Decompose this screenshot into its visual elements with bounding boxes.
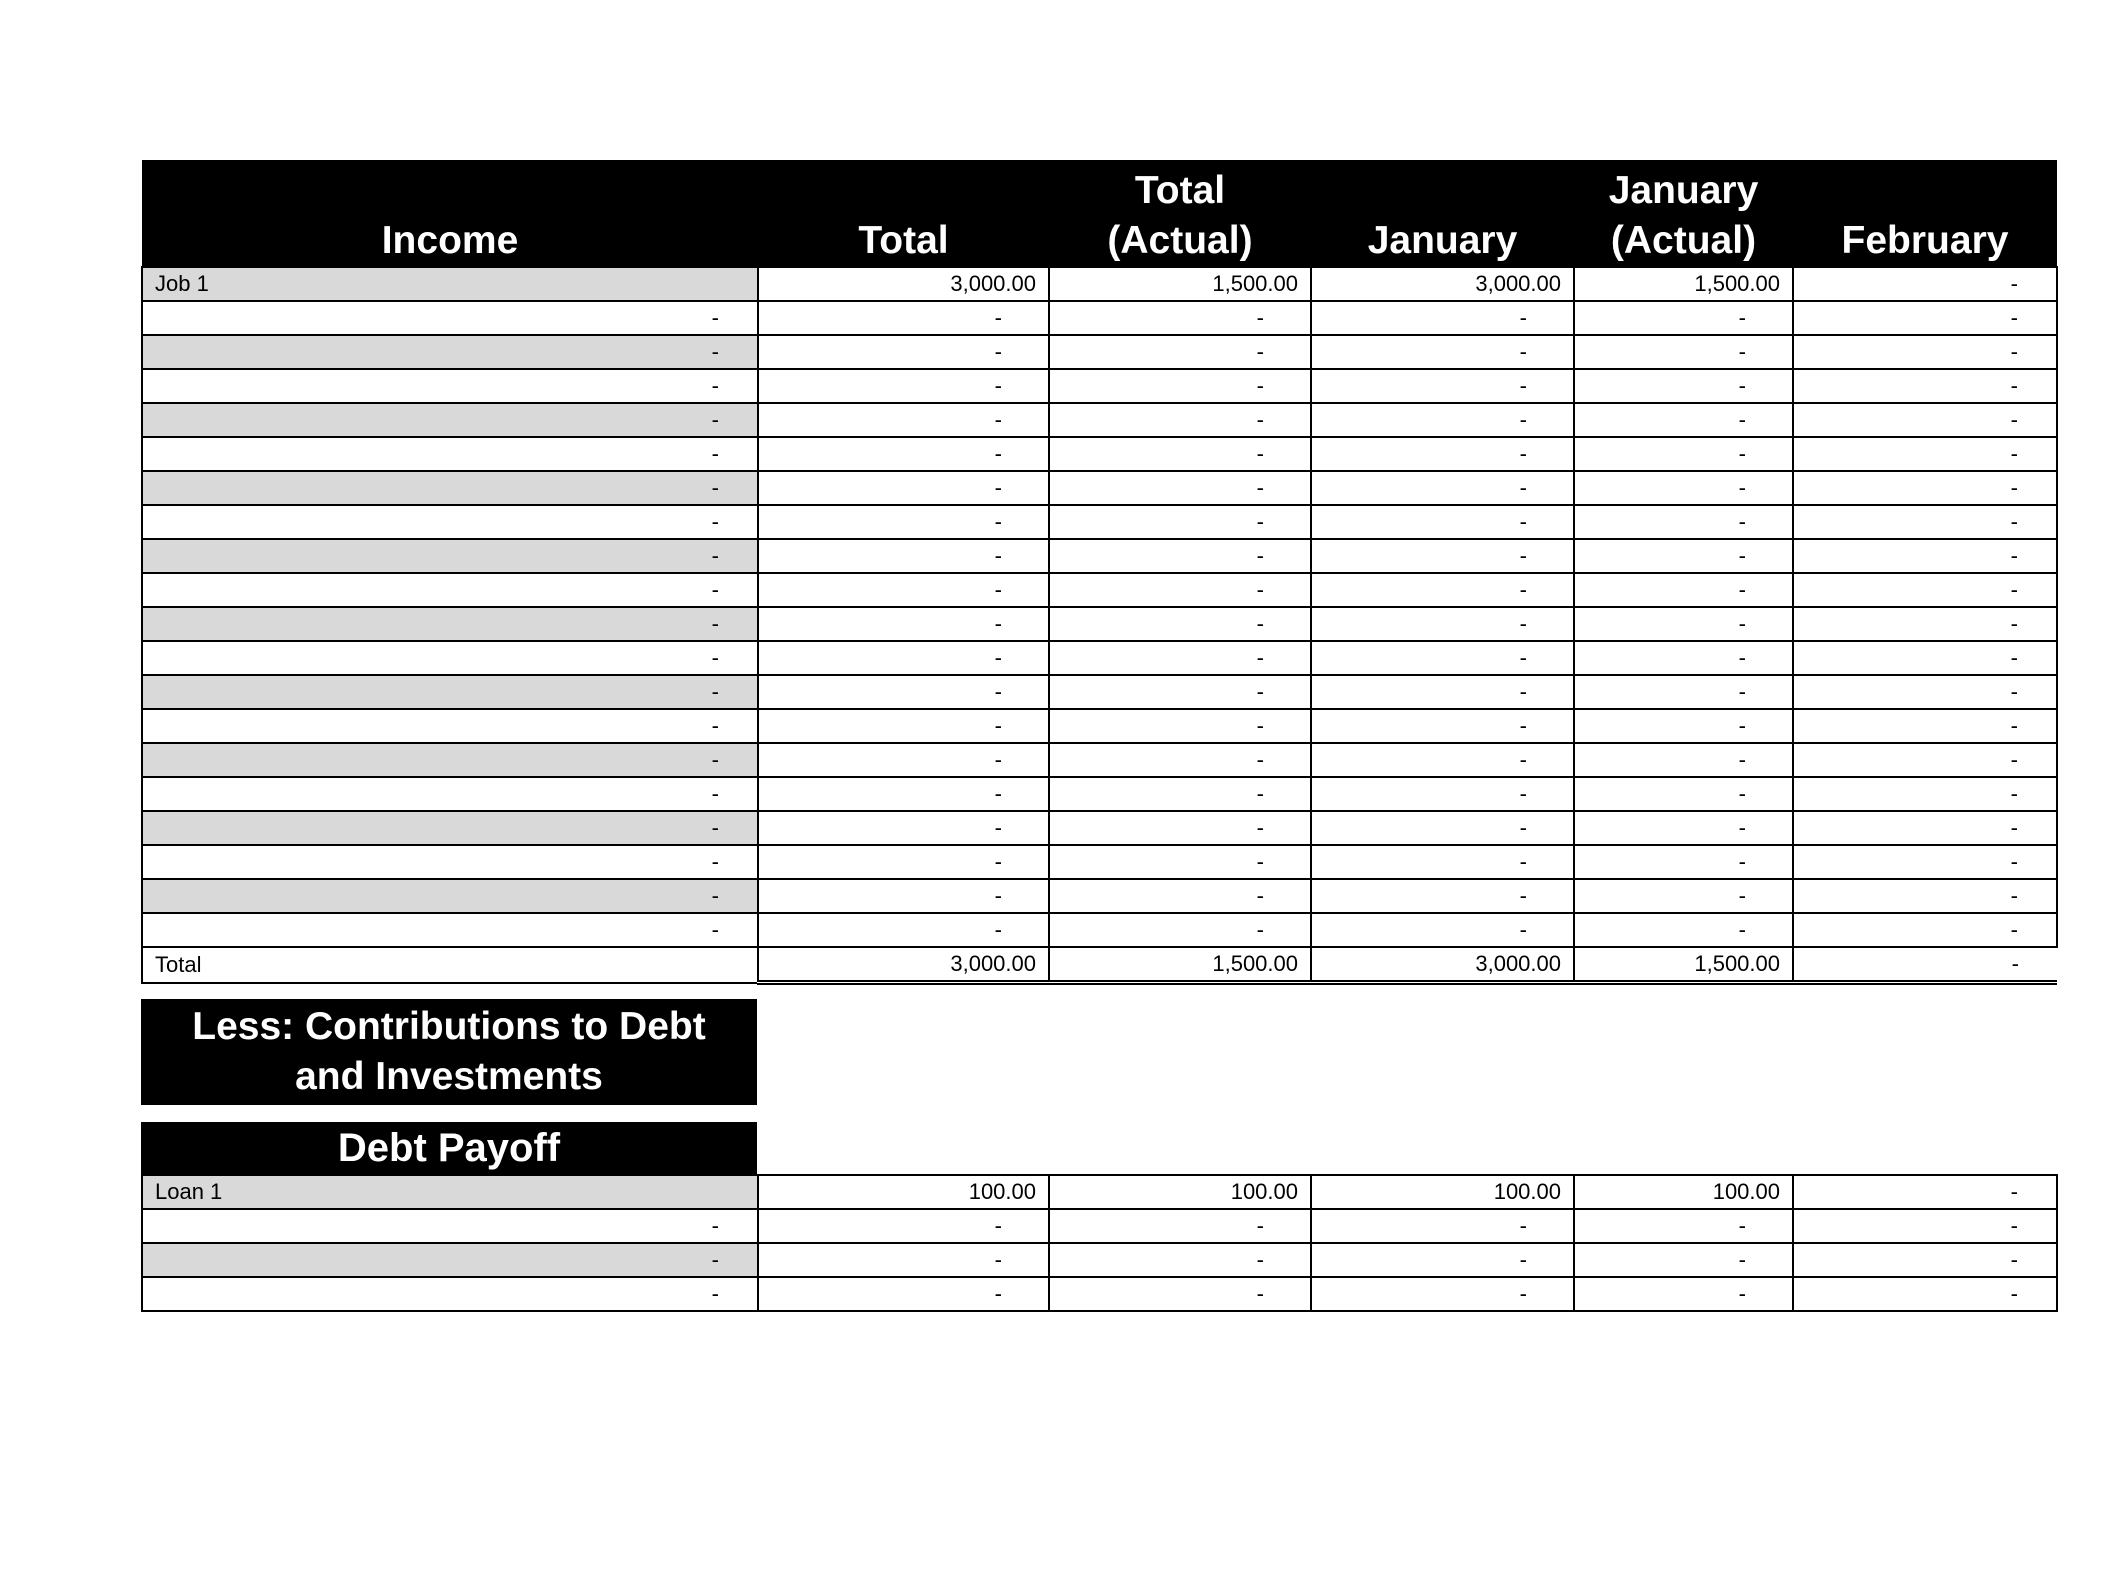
cell-total[interactable]: -	[758, 709, 1049, 743]
cell-february[interactable]: -	[1793, 403, 2057, 437]
row-label[interactable]: -	[142, 607, 758, 641]
cell-total[interactable]: -	[758, 607, 1049, 641]
cell-january-actual[interactable]: 100.00	[1574, 1175, 1793, 1209]
cell-january-actual[interactable]: -	[1574, 505, 1793, 539]
cell-total[interactable]: -	[758, 777, 1049, 811]
cell-total[interactable]: -	[758, 1277, 1049, 1311]
cell-january-actual[interactable]: -	[1574, 913, 1793, 947]
cell-january-actual[interactable]: -	[1574, 573, 1793, 607]
cell-january[interactable]: -	[1311, 1243, 1574, 1277]
header-total: Total	[758, 160, 1049, 267]
cell-february[interactable]: -	[1793, 1277, 2057, 1311]
cell-february[interactable]: -	[1793, 335, 2057, 369]
cell-february[interactable]: -	[1793, 743, 2057, 777]
total-january-actual[interactable]: 1,500.00	[1574, 947, 1793, 983]
cell-january-actual[interactable]: -	[1574, 709, 1793, 743]
row-label[interactable]: -	[142, 777, 758, 811]
cell-january[interactable]: -	[1311, 301, 1574, 335]
cell-january[interactable]: -	[1311, 437, 1574, 471]
cell-january[interactable]: -	[1311, 709, 1574, 743]
cell-total-actual[interactable]: -	[1049, 1209, 1311, 1243]
header-january: January	[1311, 160, 1574, 267]
table-row	[142, 471, 2057, 505]
cell-total[interactable]: -	[758, 1209, 1049, 1243]
cell-total-actual[interactable]: -	[1049, 1243, 1311, 1277]
cell-february[interactable]: -	[1793, 1175, 2057, 1209]
cell-january[interactable]: -	[1311, 505, 1574, 539]
cell-total[interactable]: -	[758, 335, 1049, 369]
row-label[interactable]: -	[142, 1277, 758, 1311]
cell-total-actual[interactable]: -	[1049, 1277, 1311, 1311]
cell-january[interactable]: -	[1311, 743, 1574, 777]
row-label[interactable]: -	[142, 913, 758, 947]
table-row	[142, 539, 2057, 573]
cell-january-actual[interactable]: -	[1574, 1243, 1793, 1277]
cell-january[interactable]: -	[1311, 675, 1574, 709]
cell-january[interactable]: -	[1311, 539, 1574, 573]
table-row	[142, 1209, 2057, 1243]
cell-total-actual[interactable]: -	[1049, 573, 1311, 607]
cell-january-actual[interactable]: -	[1574, 1277, 1793, 1311]
header-january-actual: January (Actual)	[1574, 160, 1793, 267]
cell-total-actual[interactable]: -	[1049, 539, 1311, 573]
table-row	[142, 879, 2057, 913]
cell-february[interactable]: -	[1793, 641, 2057, 675]
table-row	[142, 913, 2057, 947]
cell-total[interactable]: -	[758, 539, 1049, 573]
cell-january[interactable]: -	[1311, 777, 1574, 811]
cell-total-actual[interactable]: 100.00	[1049, 1175, 1311, 1209]
cell-january[interactable]: -	[1311, 607, 1574, 641]
cell-total[interactable]: 3,000.00	[758, 267, 1049, 301]
cell-total[interactable]: -	[758, 437, 1049, 471]
row-label[interactable]: -	[142, 811, 758, 845]
cell-january[interactable]: -	[1311, 811, 1574, 845]
table-row	[142, 1243, 2057, 1277]
total-february[interactable]: -	[1793, 947, 2057, 983]
cell-february[interactable]: -	[1793, 505, 2057, 539]
cell-total-actual[interactable]: -	[1049, 743, 1311, 777]
row-label[interactable]: -	[142, 301, 758, 335]
cell-february[interactable]: -	[1793, 913, 2057, 947]
income-body	[142, 267, 2057, 947]
cell-january-actual[interactable]: -	[1574, 675, 1793, 709]
cell-total-actual[interactable]: -	[1049, 403, 1311, 437]
total-label: Total	[142, 947, 758, 983]
cell-january-actual[interactable]: -	[1574, 743, 1793, 777]
cell-total-actual[interactable]: -	[1049, 335, 1311, 369]
income-table	[141, 160, 2058, 985]
income-total-row	[142, 947, 2057, 983]
table-row	[142, 1175, 2057, 1209]
debt-body	[142, 1175, 2057, 1311]
cell-total[interactable]: -	[758, 879, 1049, 913]
cell-total-actual[interactable]: -	[1049, 607, 1311, 641]
row-label[interactable]: -	[142, 539, 758, 573]
table-row	[142, 811, 2057, 845]
cell-total[interactable]: -	[758, 641, 1049, 675]
table-row	[142, 709, 2057, 743]
cell-january-actual[interactable]: -	[1574, 845, 1793, 879]
cell-january-actual[interactable]: 1,500.00	[1574, 267, 1793, 301]
row-label[interactable]: -	[142, 879, 758, 913]
cell-total-actual[interactable]: -	[1049, 471, 1311, 505]
cell-january[interactable]: -	[1311, 1277, 1574, 1311]
cell-total-actual[interactable]: -	[1049, 913, 1311, 947]
cell-total-actual[interactable]: -	[1049, 641, 1311, 675]
table-row	[142, 437, 2057, 471]
cell-february[interactable]: -	[1793, 777, 2057, 811]
cell-total[interactable]: -	[758, 845, 1049, 879]
table-row	[142, 369, 2057, 403]
total-total[interactable]: 3,000.00	[758, 947, 1049, 983]
row-label[interactable]: -	[142, 403, 758, 437]
table-row	[142, 607, 2057, 641]
cell-total[interactable]: -	[758, 471, 1049, 505]
row-label[interactable]: -	[142, 845, 758, 879]
cell-february[interactable]: -	[1793, 607, 2057, 641]
contributions-title: Less: Contributions to Debt and Investments	[192, 1005, 706, 1098]
cell-total-actual[interactable]: -	[1049, 845, 1311, 879]
row-label[interactable]: -	[142, 1209, 758, 1243]
cell-february[interactable]: -	[1793, 301, 2057, 335]
cell-total-actual[interactable]: -	[1049, 675, 1311, 709]
row-label[interactable]: -	[142, 1243, 758, 1277]
row-label[interactable]: -	[142, 437, 758, 471]
header-total-actual: Total (Actual)	[1049, 160, 1311, 267]
cell-total[interactable]: -	[758, 743, 1049, 777]
cell-january-actual[interactable]: -	[1574, 369, 1793, 403]
total-total-actual[interactable]: 1,500.00	[1049, 947, 1311, 983]
cell-january[interactable]: 100.00	[1311, 1175, 1574, 1209]
row-label[interactable]: -	[142, 471, 758, 505]
cell-february[interactable]: -	[1793, 369, 2057, 403]
cell-january[interactable]: -	[1311, 573, 1574, 607]
cell-total-actual[interactable]: -	[1049, 369, 1311, 403]
cell-january[interactable]: -	[1311, 641, 1574, 675]
cell-total-actual[interactable]: -	[1049, 437, 1311, 471]
cell-january[interactable]: -	[1311, 471, 1574, 505]
cell-total-actual[interactable]: -	[1049, 709, 1311, 743]
row-label[interactable]: -	[142, 335, 758, 369]
cell-total[interactable]: -	[758, 301, 1049, 335]
debt-payoff-table	[141, 1174, 2058, 1312]
cell-total-actual[interactable]: -	[1049, 301, 1311, 335]
table-row	[142, 777, 2057, 811]
row-label[interactable]: -	[142, 709, 758, 743]
row-label[interactable]: -	[142, 369, 758, 403]
row-label[interactable]: -	[142, 743, 758, 777]
debt-payoff-title: Debt Payoff	[337, 1126, 561, 1170]
cell-january-actual[interactable]: -	[1574, 437, 1793, 471]
contributions-header	[141, 999, 757, 1105]
header-income: Income	[142, 160, 758, 267]
cell-total[interactable]: -	[758, 505, 1049, 539]
cell-total-actual[interactable]: -	[1049, 811, 1311, 845]
table-row	[142, 1277, 2057, 1311]
cell-february[interactable]: -	[1793, 573, 2057, 607]
cell-february[interactable]: -	[1793, 879, 2057, 913]
cell-february[interactable]: -	[1793, 471, 2057, 505]
row-label[interactable]: -	[142, 573, 758, 607]
cell-january[interactable]: 3,000.00	[1311, 267, 1574, 301]
table-row	[142, 335, 2057, 369]
cell-total-actual[interactable]: -	[1049, 777, 1311, 811]
total-january[interactable]: 3,000.00	[1311, 947, 1574, 983]
cell-january-actual[interactable]: -	[1574, 811, 1793, 845]
cell-january-actual[interactable]: -	[1574, 607, 1793, 641]
cell-february[interactable]: -	[1793, 845, 2057, 879]
cell-february[interactable]: -	[1793, 675, 2057, 709]
cell-total[interactable]: -	[758, 573, 1049, 607]
row-label[interactable]: -	[142, 505, 758, 539]
table-row	[142, 573, 2057, 607]
cell-january[interactable]: -	[1311, 913, 1574, 947]
cell-january-actual[interactable]: -	[1574, 777, 1793, 811]
table-row	[142, 845, 2057, 879]
table-row	[142, 743, 2057, 777]
cell-january[interactable]: -	[1311, 403, 1574, 437]
row-label[interactable]: -	[142, 641, 758, 675]
cell-january-actual[interactable]: -	[1574, 879, 1793, 913]
cell-total[interactable]: -	[758, 369, 1049, 403]
cell-february[interactable]: -	[1793, 539, 2057, 573]
cell-total[interactable]: -	[758, 913, 1049, 947]
cell-january-actual[interactable]: -	[1574, 403, 1793, 437]
cell-january[interactable]: -	[1311, 845, 1574, 879]
cell-total[interactable]: -	[758, 1243, 1049, 1277]
row-label[interactable]: -	[142, 675, 758, 709]
table-row	[142, 403, 2057, 437]
header-february: February	[1793, 160, 2057, 267]
cell-total[interactable]: -	[758, 675, 1049, 709]
cell-february[interactable]: -	[1793, 267, 2057, 301]
cell-february[interactable]: -	[1793, 1209, 2057, 1243]
cell-total-actual[interactable]: -	[1049, 879, 1311, 913]
table-row	[142, 675, 2057, 709]
cell-total[interactable]: 100.00	[758, 1175, 1049, 1209]
debt-payoff-header	[141, 1122, 757, 1174]
cell-january[interactable]: -	[1311, 1209, 1574, 1243]
cell-february[interactable]: -	[1793, 437, 2057, 471]
cell-february[interactable]: -	[1793, 1243, 2057, 1277]
row-label[interactable]: Job 1	[142, 267, 758, 301]
cell-january-actual[interactable]: -	[1574, 1209, 1793, 1243]
cell-january-actual[interactable]: -	[1574, 471, 1793, 505]
cell-total[interactable]: -	[758, 403, 1049, 437]
cell-total-actual[interactable]: 1,500.00	[1049, 267, 1311, 301]
cell-january[interactable]: -	[1311, 369, 1574, 403]
table-row	[142, 505, 2057, 539]
table-row	[142, 641, 2057, 675]
income-header-row	[142, 160, 2057, 267]
table-row	[142, 267, 2057, 301]
cell-january-actual[interactable]: -	[1574, 539, 1793, 573]
cell-february[interactable]: -	[1793, 811, 2057, 845]
cell-january-actual[interactable]: -	[1574, 641, 1793, 675]
cell-total-actual[interactable]: -	[1049, 505, 1311, 539]
cell-february[interactable]: -	[1793, 709, 2057, 743]
cell-january[interactable]: -	[1311, 879, 1574, 913]
row-label[interactable]: Loan 1	[142, 1175, 758, 1209]
cell-january-actual[interactable]: -	[1574, 335, 1793, 369]
table-row	[142, 301, 2057, 335]
cell-january-actual[interactable]: -	[1574, 301, 1793, 335]
cell-total[interactable]: -	[758, 811, 1049, 845]
cell-january[interactable]: -	[1311, 335, 1574, 369]
